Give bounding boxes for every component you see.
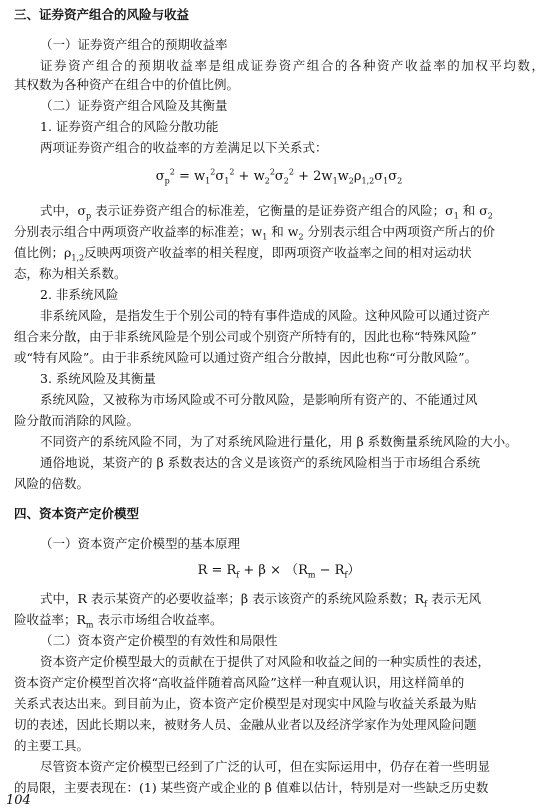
subsection-4-1-title: （一）资本资产定价模型的基本原理 [40, 536, 241, 551]
subsection-4-2-title: （二）资本资产定价模型的有效性和局限性 [40, 633, 278, 648]
paragraph-line: 风险的倍数。 [14, 476, 90, 491]
paragraph-line: 或“特有风险”。由于非系统风险可以通过资产组合分散掉，因此也称“可分散风险”。 [14, 350, 478, 365]
paragraph-line: 资本资产定价模型首次将“高收益伴随着高风险”这样一种直观认识，用这样简单的 [14, 675, 465, 690]
paragraph-line: 其权数为各种资产在组合中的价值比例。 [14, 77, 240, 92]
subsection-2-3-title: 3. 系统风险及其衡量 [40, 371, 156, 386]
paragraph-line: 态，称为相关系数。 [14, 266, 127, 281]
paragraph-line: 式中，R 表示某资产的必要收益率；β 表示该资产的系统风险系数；$R_f$ 表示无风 [40, 591, 481, 609]
paragraph-line: 组合来分散，由于非系统风险是个别公司或个别资产所特有的，因此也称“特殊风险” [14, 329, 477, 344]
subsection-2-1-title: 1. 证券资产组合的风险分散功能 [40, 119, 219, 134]
section-3-title: 三、证券资产组合的风险与收益 [14, 7, 190, 22]
paragraph-line: 式中，$\sigma_p$ 表示证券资产组合的标准差，它衡量的是证券资产组合的风险；$\sigma_1$ 和 $\sigma_2$ [40, 203, 493, 221]
paragraph-line: 的局限，主要表现在：(1) 某些资产或企业的 β 值难以估计，特别是对一些缺乏历史数 [14, 780, 489, 795]
paragraph-line: 不同资产的系统风险不同，为了对系统风险进行量化，用 β 系数衡量系统风险的大小。 [40, 434, 518, 449]
paragraph-line: 的主要工具。 [14, 738, 90, 753]
paragraph-line: 险收益率；$R_m$ 表示市场组合收益率。 [14, 612, 223, 630]
subsection-1-title: （一）证券资产组合的预期收益率 [40, 37, 228, 52]
paragraph-line: 通俗地说，某资产的 β 系数表达的含义是该资产的系统风险相当于市场组合系统 [40, 455, 481, 470]
section-4-title: 四、资本资产定价模型 [14, 506, 140, 521]
portfolio-variance-formula: $\sigma_p^2 = w_1^2\sigma_1^2 + w_2^2\sigma_2^2 + 2w_1w_2\rho_{1,2}\sigma_1\sigma_2$ [155, 167, 403, 186]
paragraph-line: 系统风险，又被称为市场风险或不可分散风险，是影响所有资产的、不能通过风 [40, 392, 478, 407]
page-number: 104 [6, 793, 31, 808]
paragraph-line: 两项证券资产组合的收益率的方差满足以下关系式： [40, 140, 328, 155]
paragraph-line: 险分散而消除的风险。 [14, 413, 140, 428]
paragraph-line: 切的表述，因此长期以来，被财务人员、金融从业者以及经济学家作为处理风险问题 [14, 717, 477, 732]
paragraph-line: 尽管资本资产定价模型已经到了广泛的认可，但在实际运用中，仍存在着一些明显 [40, 759, 491, 774]
paragraph-line: 证券资产组合的预期收益率是组成证券资产组合的各种资产收益率的加权平均数， [40, 58, 544, 73]
paragraph-line: 值比例；$\rho_{1,2}$反映两项资产收益率的相关程度，即两项资产收益率之间的相对运动状 [14, 245, 472, 263]
subsection-2-title: （二）证券资产组合风险及其衡量 [40, 98, 228, 113]
subsection-2-2-title: 2. 非系统风险 [40, 287, 119, 302]
paragraph-line: 关系式表达出来。到目前为止，资本资产定价模型是对现实中风险与收益关系最为贴 [14, 696, 477, 711]
paragraph-line: 分别表示组合中两项资产收益率的标准差；$w_1$ 和 $w_2$ 分别表示组合中两项资产所占的价 [14, 224, 496, 242]
capm-formula: $R = R_f + \beta \times (R_m - R_f)$ [197, 563, 361, 580]
paragraph-line: 非系统风险，是指发生于个别公司的特有事件造成的风险。这种风险可以通过资产 [40, 308, 491, 323]
paragraph-line: 资本资产定价模型最大的贡献在于提供了对风险和收益之间的一种实质性的表述， [40, 654, 491, 669]
